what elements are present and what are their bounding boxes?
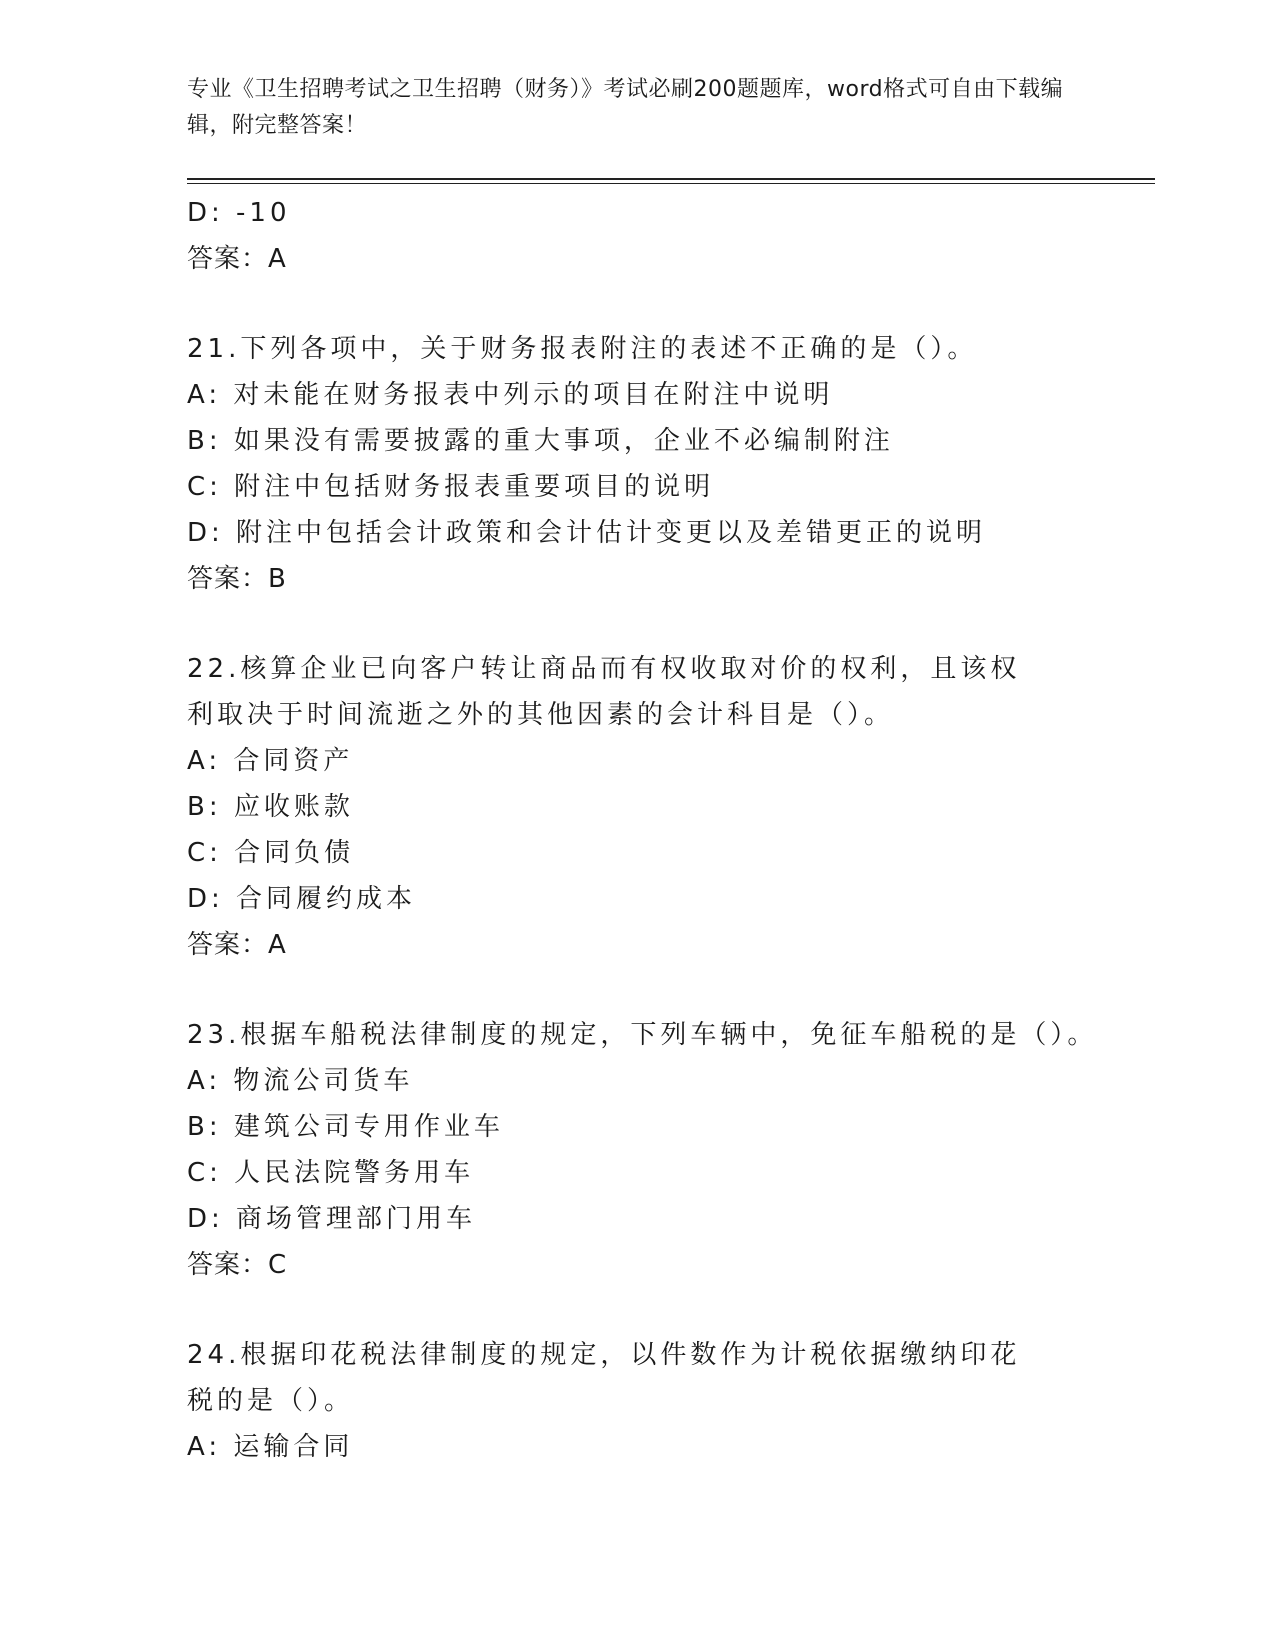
answer-line: 答案：A	[187, 930, 287, 960]
option-a: A: 合同资产	[187, 746, 354, 776]
option-c: C: 人民法院警务用车	[187, 1158, 475, 1188]
option-b: B: 应收账款	[187, 792, 354, 822]
question-stem: 24.根据印花税法律制度的规定，以件数作为计税依据缴纳印花税的是（）。	[187, 1340, 1021, 1416]
answer-line: 答案：B	[187, 564, 287, 594]
option-a: A: 对未能在财务报表中列示的项目在附注中说明	[187, 380, 834, 410]
question-stem: 22.核算企业已向客户转让商品而有权收取对价的权利，且该权利取决于时间流逝之外的其他因素的会计科目是（）。	[187, 654, 1021, 730]
option-a: A: 运输合同	[187, 1432, 354, 1462]
question-content	[187, 190, 1098, 1470]
option-d: D: -10	[187, 198, 291, 228]
question-stem: 21.下列各项中，关于财务报表附注的表述不正确的是（）。	[187, 334, 978, 364]
question-stem: 23.根据车船税法律制度的规定，下列车辆中，免征车船税的是（）。	[187, 1020, 1098, 1050]
answer-line: 答案：A	[187, 244, 287, 274]
option-d: D: 合同履约成本	[187, 884, 417, 914]
header-divider	[187, 178, 1155, 180]
document-header: 专业《卫生招聘考试之卫生招聘（财务）》考试必刷200题题库，word格式可自由下载编辑，附完整答案！	[187, 77, 1064, 138]
header-divider-thin	[187, 183, 1155, 184]
option-b: B: 建筑公司专用作业车	[187, 1112, 504, 1142]
option-c: C: 合同负债	[187, 838, 355, 868]
option-c: C: 附注中包括财务报表重要项目的说明	[187, 472, 715, 502]
option-b: B: 如果没有需要披露的重大事项，企业不必编制附注	[187, 426, 894, 456]
answer-line: 答案：C	[187, 1250, 288, 1280]
option-d: D: 商场管理部门用车	[187, 1204, 477, 1234]
option-a: A: 物流公司货车	[187, 1066, 414, 1096]
option-d: D: 附注中包括会计政策和会计估计变更以及差错更正的说明	[187, 518, 987, 548]
